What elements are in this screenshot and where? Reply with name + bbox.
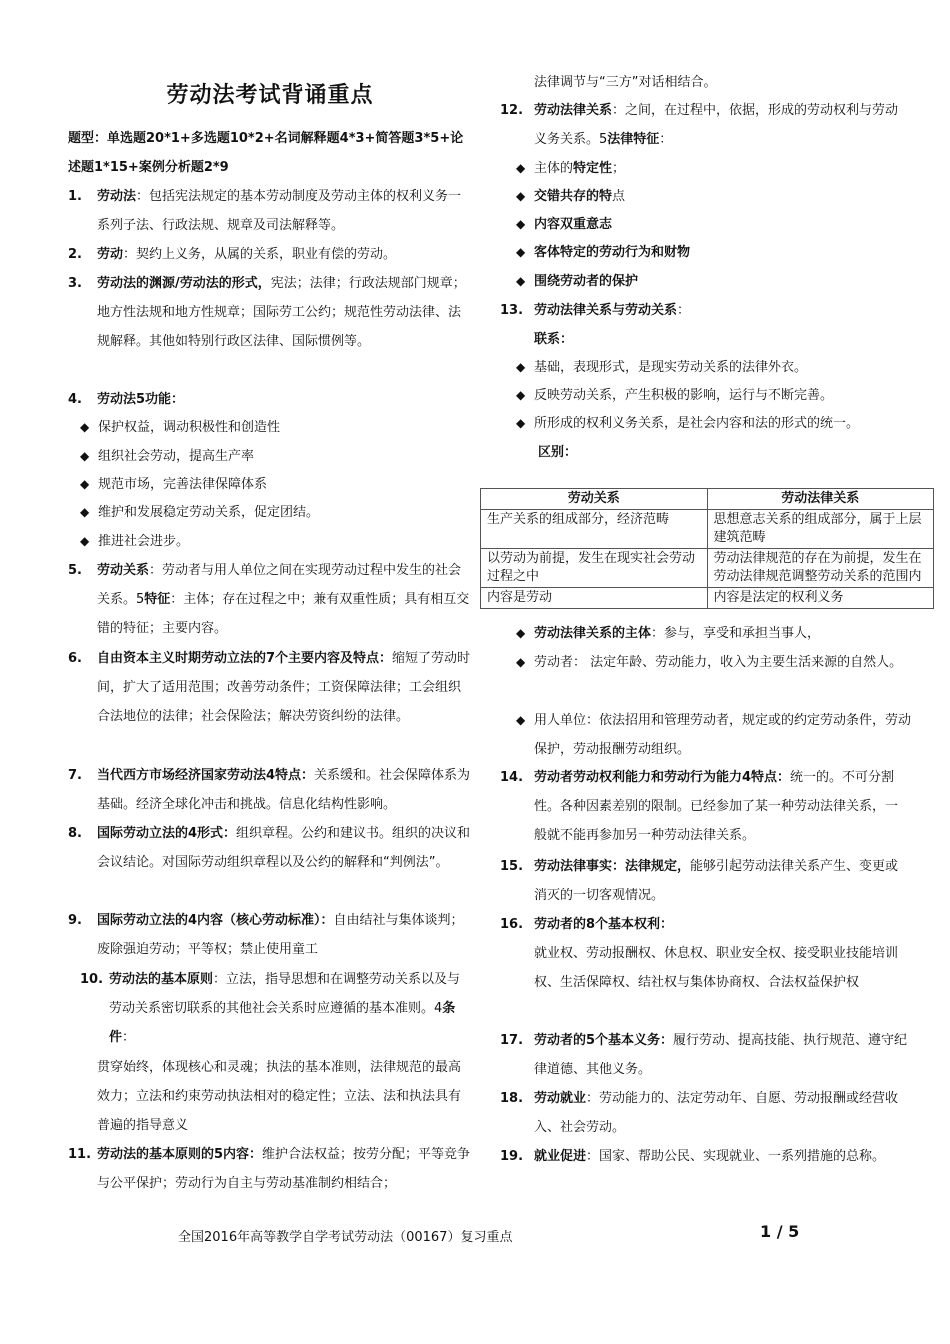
item-17	[500, 1026, 910, 1084]
item-heading: 劳动者劳动权利能力和劳动行为能力4特点：	[534, 770, 791, 785]
item-heading: 劳动	[97, 247, 124, 262]
item-heading: 劳动法的基本原则	[109, 972, 214, 987]
item-body: 关系缓和。社会保障体系为基础。经济全球化冲击和挑战。信息化结构性影响。	[97, 768, 471, 812]
item-1	[68, 182, 472, 240]
page-title: 劳动法考试背诵重点	[166, 83, 374, 108]
item-body: 维护合法权益；按劳分配；平等竞争与公平保护；劳动行为自主与劳动基准制约相结合；	[97, 1147, 471, 1191]
item-heading: 劳动关系	[97, 563, 150, 578]
diamond-bullet-icon: ◆	[516, 655, 526, 669]
item-10	[80, 965, 472, 1052]
item-heading: 劳动法的渊源/劳动法的形式，	[97, 276, 271, 291]
table-cell: 生产关系的组成部分，经济范畴	[481, 510, 708, 549]
item-16	[500, 910, 910, 939]
item-body: ：国家、帮助公民、实现就业、一系列措施的总称。	[586, 1149, 886, 1164]
item-7	[68, 761, 472, 819]
item-number: 10.	[80, 972, 104, 987]
item-body: 宪法；法律；行政法规部门规章；地方性法规和地方性规章；国际劳工公约；规范性劳动法律、法规解释。其他如特别行政区法律、国际惯例等。	[97, 276, 466, 349]
table-cell: 思想意志关系的组成部分，属于上层建筑范畴	[707, 510, 934, 549]
item-heading: 自由资本主义时期劳动立法的7个主要内容及特点：	[97, 651, 393, 666]
item-number: 17.	[500, 1033, 524, 1048]
item-11-continuation: 法律调节与“三方”对话相结合。	[534, 75, 717, 90]
table-cell: 内容是法定的权利义务	[707, 588, 934, 609]
diamond-bullet-icon: ◆	[516, 626, 526, 640]
item-number: 4.	[68, 392, 82, 407]
bullet-item: ◆ 规范市场，完善法律保障体系	[80, 470, 267, 499]
item-body: 组织章程。公约和建议书。组织的决议和会议结论。对国际劳动组织章程以及公约的解释和“判例法”。	[97, 826, 471, 870]
item-heading: 劳动就业	[534, 1091, 587, 1106]
item-number: 9.	[68, 913, 82, 928]
item-4	[68, 385, 472, 414]
item-13	[500, 296, 910, 325]
bullet-item: ◆ 推进社会进步。	[80, 527, 189, 556]
item-8	[68, 819, 472, 877]
table-row	[481, 588, 934, 609]
item-heading: 国际劳动立法的4内容（核心劳动标准）：	[97, 913, 334, 928]
relation-label: 联系：	[534, 332, 574, 347]
diamond-bullet-icon: ◆	[516, 161, 526, 175]
item-subheading: 法律特征	[607, 132, 660, 147]
item-heading: 劳动者的8个基本权利：	[534, 917, 674, 932]
item-body: 自由结社与集体谈判；废除强迫劳动；平等权；禁止使用童工	[97, 913, 464, 957]
item-heading: 劳动法5功能：	[97, 392, 185, 407]
item-number: 8.	[68, 826, 82, 841]
bullet-item: ◆ 内容双重意志	[516, 210, 612, 239]
item-heading: 当代西方市场经济国家劳动法4特点：	[97, 768, 315, 783]
difference-label: 区别：	[538, 445, 578, 460]
diamond-bullet-icon: ◆	[516, 217, 526, 231]
item-body: ：之间，在过程中，依据，形成的劳动权利与劳动义务关系。5	[534, 103, 899, 147]
bullet-item: ◆ 主体的特定性；	[516, 154, 625, 183]
item-11	[68, 1140, 472, 1198]
item-body: ：	[677, 303, 691, 318]
bullet-item: ◆ 围绕劳动者的保护	[516, 267, 638, 296]
item-body: ：立法，指导思想和在调整劳动关系以及与劳动关系密切联系的其他社会关系时应遵循的基本准则。4	[109, 972, 461, 1016]
item-16-rights: 就业权、劳动报酬权、休息权、职业安全权、接受职业技能培训权、生活保障权、结社权与集体协商权、合法权益保护权	[534, 946, 899, 990]
table-cell: 以劳动为前提，发生在现实社会劳动过程之中	[481, 549, 708, 588]
page-number: 1 / 5	[760, 1222, 800, 1241]
item-15	[500, 852, 910, 910]
bullet-item: ◆ 反映劳动关系，产生积极的影响，运行与不断完善。	[516, 381, 833, 410]
item-heading: 劳动者的5个基本义务：	[534, 1033, 674, 1048]
item-number: 2.	[68, 247, 82, 262]
item-heading: 劳动法律关系与劳动关系	[534, 303, 678, 318]
bullet-item: ◆ 用人单位：依法招用和管理劳动者，规定或的约定劳动条件，劳动保护，劳动报酬劳动组织。	[516, 706, 920, 764]
item-number: 18.	[500, 1091, 524, 1106]
table-header: 劳动关系	[481, 489, 708, 510]
diamond-bullet-icon: ◆	[80, 420, 90, 434]
diamond-bullet-icon: ◆	[80, 449, 90, 463]
item-body: 能够引起劳动法律关系产生、变更或消灭的一切客观情况。	[534, 859, 899, 903]
item-number: 6.	[68, 651, 82, 666]
item-12	[500, 96, 910, 154]
bullet-item: ◆ 客体特定的劳动行为和财物	[516, 238, 690, 267]
item-heading: 劳动法律事实：法律规定，	[534, 859, 691, 874]
item-heading: 劳动法的基本原则的5内容：	[97, 1147, 263, 1162]
bullet-item: ◆ 组织社会劳动，提高生产率	[80, 442, 254, 471]
diamond-bullet-icon: ◆	[516, 245, 526, 259]
item-body: 缩短了劳动时间，扩大了适用范围；改善劳动条件；工资保障法律；工会组织合法地位的法律；社会保险法；解决劳资纠纷的法律。	[97, 651, 471, 724]
diamond-bullet-icon: ◆	[80, 534, 90, 548]
item-number: 15.	[500, 859, 524, 874]
item-6	[68, 644, 472, 731]
item-body: ：劳动者与用人单位之间在实现劳动过程中发生的社会关系。5	[97, 563, 462, 607]
item-number: 7.	[68, 768, 82, 783]
table-cell: 劳动法律规范的存在为前提，发生在劳动法律规范调整劳动关系的范围内	[707, 549, 934, 588]
item-5	[68, 556, 472, 643]
item-body-2: ：	[122, 1030, 136, 1045]
item-number: 3.	[68, 276, 82, 291]
item-number: 11.	[68, 1147, 92, 1162]
bullet-item: ◆ 基础，表现形式，是现实劳动关系的法律外衣。	[516, 353, 807, 382]
item-number: 16.	[500, 917, 524, 932]
item-number: 19.	[500, 1149, 524, 1164]
diamond-bullet-icon: ◆	[516, 713, 526, 727]
item-19	[500, 1142, 910, 1171]
comparison-table	[480, 488, 934, 609]
item-3	[68, 269, 472, 356]
bullet-item: ◆ 劳动者： 法定年龄、劳动能力，收入为主要生活来源的自然人。	[516, 648, 920, 677]
item-2	[68, 240, 472, 269]
table-cell: 内容是劳动	[481, 588, 708, 609]
item-body-2: ：	[659, 132, 673, 147]
diamond-bullet-icon: ◆	[80, 505, 90, 519]
diamond-bullet-icon: ◆	[80, 477, 90, 491]
diamond-bullet-icon: ◆	[516, 274, 526, 288]
bullet-item: ◆ 维护和发展稳定劳动关系，促定团结。	[80, 498, 319, 527]
item-body: ：包括宪法规定的基本劳动制度及劳动主体的权利义务一系列子法、行政法规、规章及司法解释等。	[97, 189, 462, 233]
item-10-conditions: 贯穿始终，体现核心和灵魂；执法的基本准则，法律规范的最高效力；立法和约束劳动执法相对的稳定性；立法、法和执法具有普遍的指导意义	[97, 1060, 462, 1133]
item-heading: 劳动法	[97, 189, 137, 204]
item-number: 13.	[500, 303, 524, 318]
item-body: ：契约上义务，从属的关系，职业有偿的劳动。	[123, 247, 397, 262]
diamond-bullet-icon: ◆	[516, 360, 526, 374]
item-number: 1.	[68, 189, 82, 204]
table-row	[481, 549, 934, 588]
item-18	[500, 1084, 910, 1142]
item-14	[500, 763, 910, 850]
table-row	[481, 510, 934, 549]
item-heading: 国际劳动立法的4形式：	[97, 826, 237, 841]
bullet-item: ◆ 保护权益，调动积极性和创造性	[80, 413, 280, 442]
item-heading: 劳动法律关系	[534, 103, 613, 118]
item-subheading: 条件	[109, 1001, 456, 1045]
item-number: 12.	[500, 103, 524, 118]
bullet-item: ◆ 劳动法律关系的主体：参与，享受和承担当事人，	[516, 619, 920, 648]
table-header-row	[481, 489, 934, 510]
item-body: 统一的。不可分割性。各种因素差别的限制。已经参加了某一种劳动法律关系，一般就不能再参加另一种劳动法律关系。	[534, 770, 899, 843]
diamond-bullet-icon: ◆	[516, 189, 526, 203]
bullet-item: ◆ 所形成的权利义务关系，是社会内容和法的形式的统一。	[516, 409, 859, 438]
diamond-bullet-icon: ◆	[516, 388, 526, 402]
table-header: 劳动法律关系	[707, 489, 934, 510]
item-body: ：劳动能力的、法定劳动年、自愿、劳动报酬或经营收入、社会劳动。	[534, 1091, 899, 1135]
item-9	[68, 906, 472, 964]
diamond-bullet-icon: ◆	[516, 416, 526, 430]
question-types: 题型：单选题20*1+多选题10*2+名词解释题4*3+简答题3*5+论述题1*15+案例分析题2*9	[68, 131, 464, 175]
item-body-2: ：主体；存在过程之中；兼有双重性质；具有相互交错的特征；主要内容。	[97, 592, 470, 636]
item-number: 14.	[500, 770, 524, 785]
item-body: 履行劳动、提高技能、执行规范、遵守纪律道德、其他义务。	[534, 1033, 908, 1077]
bullet-item: ◆ 交错共存的特点	[516, 182, 625, 211]
item-subheading: 特征	[144, 592, 171, 607]
item-number: 5.	[68, 563, 82, 578]
page-footer: 全国2016年高等教学自学考试劳动法（00167）复习重点	[178, 1230, 513, 1245]
item-heading: 就业促进	[534, 1149, 587, 1164]
